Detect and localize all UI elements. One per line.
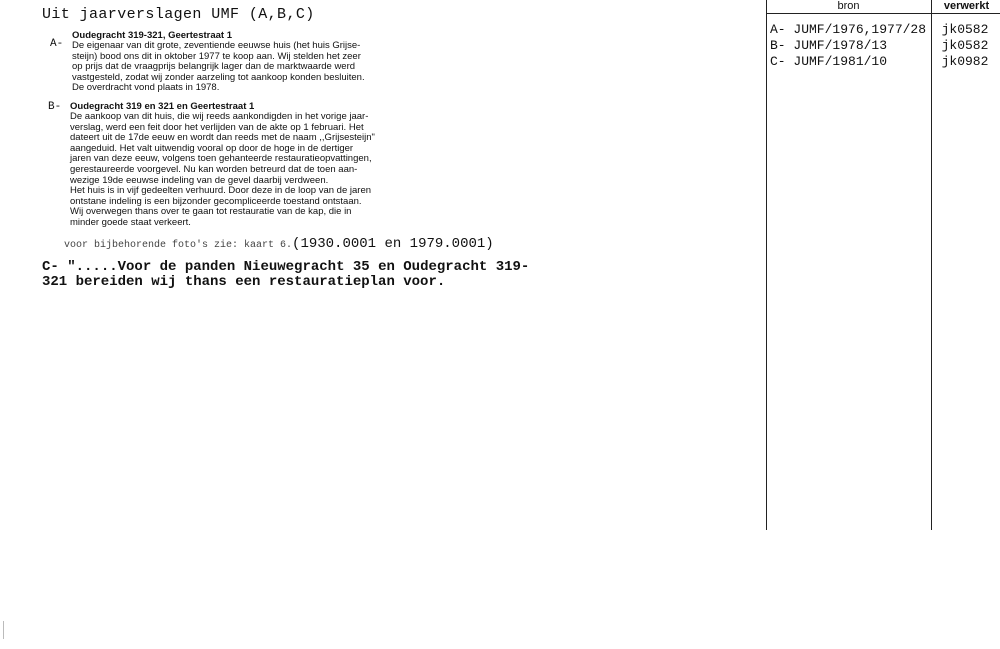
section-a-heading: Oudegracht 319-321, Geertestraat 1 bbox=[72, 30, 232, 41]
section-b-line: minder goede staat verkeert. bbox=[70, 216, 191, 228]
column-header-verwerkt: verwerkt bbox=[943, 0, 990, 12]
section-a-line: op prijs dat de vraagprijs belangrijk lager dan de marktwaarde werd bbox=[72, 61, 356, 73]
section-b-marker: B- bbox=[48, 101, 62, 113]
column-header-bron: bron bbox=[837, 0, 860, 12]
photo-reference-numbers: (1930.0001 en 1979.0001) bbox=[292, 236, 494, 252]
section-b-text bbox=[70, 112, 432, 229]
verwerkt-list bbox=[935, 22, 995, 70]
document-title: Uit jaarverslagen UMF (A,B,C) bbox=[42, 6, 315, 23]
bron-entry: A- JUMF/1976,1977/28 bbox=[770, 22, 927, 37]
header-divider bbox=[766, 13, 1000, 14]
section-b-line: dateert uit de 17de eeuw en wordt dan reeds met de naam ,,Grijsesteijn" bbox=[70, 132, 375, 144]
section-c-line bbox=[42, 260, 529, 275]
section-b-line: Wij overwegen thans over te gaan tot restauratie van de kap, die in bbox=[70, 206, 352, 218]
bron-entry: B- JUMF/1978/13 bbox=[770, 38, 888, 53]
section-b-line: verslag, werd een feit door het verlijden van de akte op 1 februari. Het bbox=[70, 121, 364, 133]
section-a-line: vastgesteld, zodat wij zonder aarzeling tot aankoop konden besluiten. bbox=[72, 71, 365, 83]
verwerkt-entry: jk0982 bbox=[941, 54, 989, 69]
section-b-line: wezige 19de eeuwse indeling van de gevel daarbij verdween. bbox=[70, 174, 329, 186]
verwerkt-entry: jk0582 bbox=[941, 22, 989, 37]
section-c-line: 321 bereiden wij thans een restauratieplan voor. bbox=[42, 274, 446, 290]
section-b-line: De aankoop van dit huis, die wij reeds aankondigden in het vorige jaar- bbox=[70, 111, 369, 122]
bron-list bbox=[770, 22, 926, 70]
section-a-line: De eigenaar van dit grote, zeventiende eeuwse huis (het huis Grijse- bbox=[72, 40, 361, 51]
section-c-quote bbox=[42, 260, 529, 290]
verwerkt-entry: jk0582 bbox=[941, 38, 989, 53]
section-a-marker: A- bbox=[50, 38, 64, 50]
column-divider-bron bbox=[766, 0, 767, 530]
photo-reference-note bbox=[64, 236, 494, 252]
section-a-line: De overdracht vond plaats in 1978. bbox=[72, 82, 220, 94]
bron-entry: C- JUMF/1981/10 bbox=[770, 54, 888, 69]
section-c-line-text: ".....Voor de panden Nieuwegracht 35 en Oudegracht 319- bbox=[67, 259, 530, 275]
section-c-marker: C- bbox=[42, 259, 59, 275]
column-divider-verwerkt bbox=[931, 0, 932, 530]
section-b-line: jaren van deze eeuw, volgens toen gehanteerde restauratieopvattingen, bbox=[70, 153, 372, 165]
section-b-line: Het huis is in vijf gedeelten verhuurd. Door deze in de loop van de jaren bbox=[70, 185, 372, 197]
section-b-heading: Oudegracht 319 en 321 en Geertestraat 1 bbox=[70, 101, 255, 112]
photo-reference-prefix: voor bijbehorende foto's zie: kaart 6. bbox=[64, 240, 293, 251]
section-b-line: gerestaureerde voorgevel. Nu kan worden betreurd dat de toen aan- bbox=[70, 163, 358, 175]
section-a-text bbox=[72, 41, 432, 94]
scan-edge-mark bbox=[3, 621, 4, 639]
section-b-line: ontstane indeling is een bijzonder gecompliceerde toestand ontstaan. bbox=[70, 195, 362, 207]
section-a-line: steijn) bood ons dit in oktober 1977 te koop aan. Wij stelden het zeer bbox=[72, 50, 361, 62]
section-b-line: aangeduid. Het valt uitwendig vooral op door de hoge in de dertiger bbox=[70, 142, 354, 154]
